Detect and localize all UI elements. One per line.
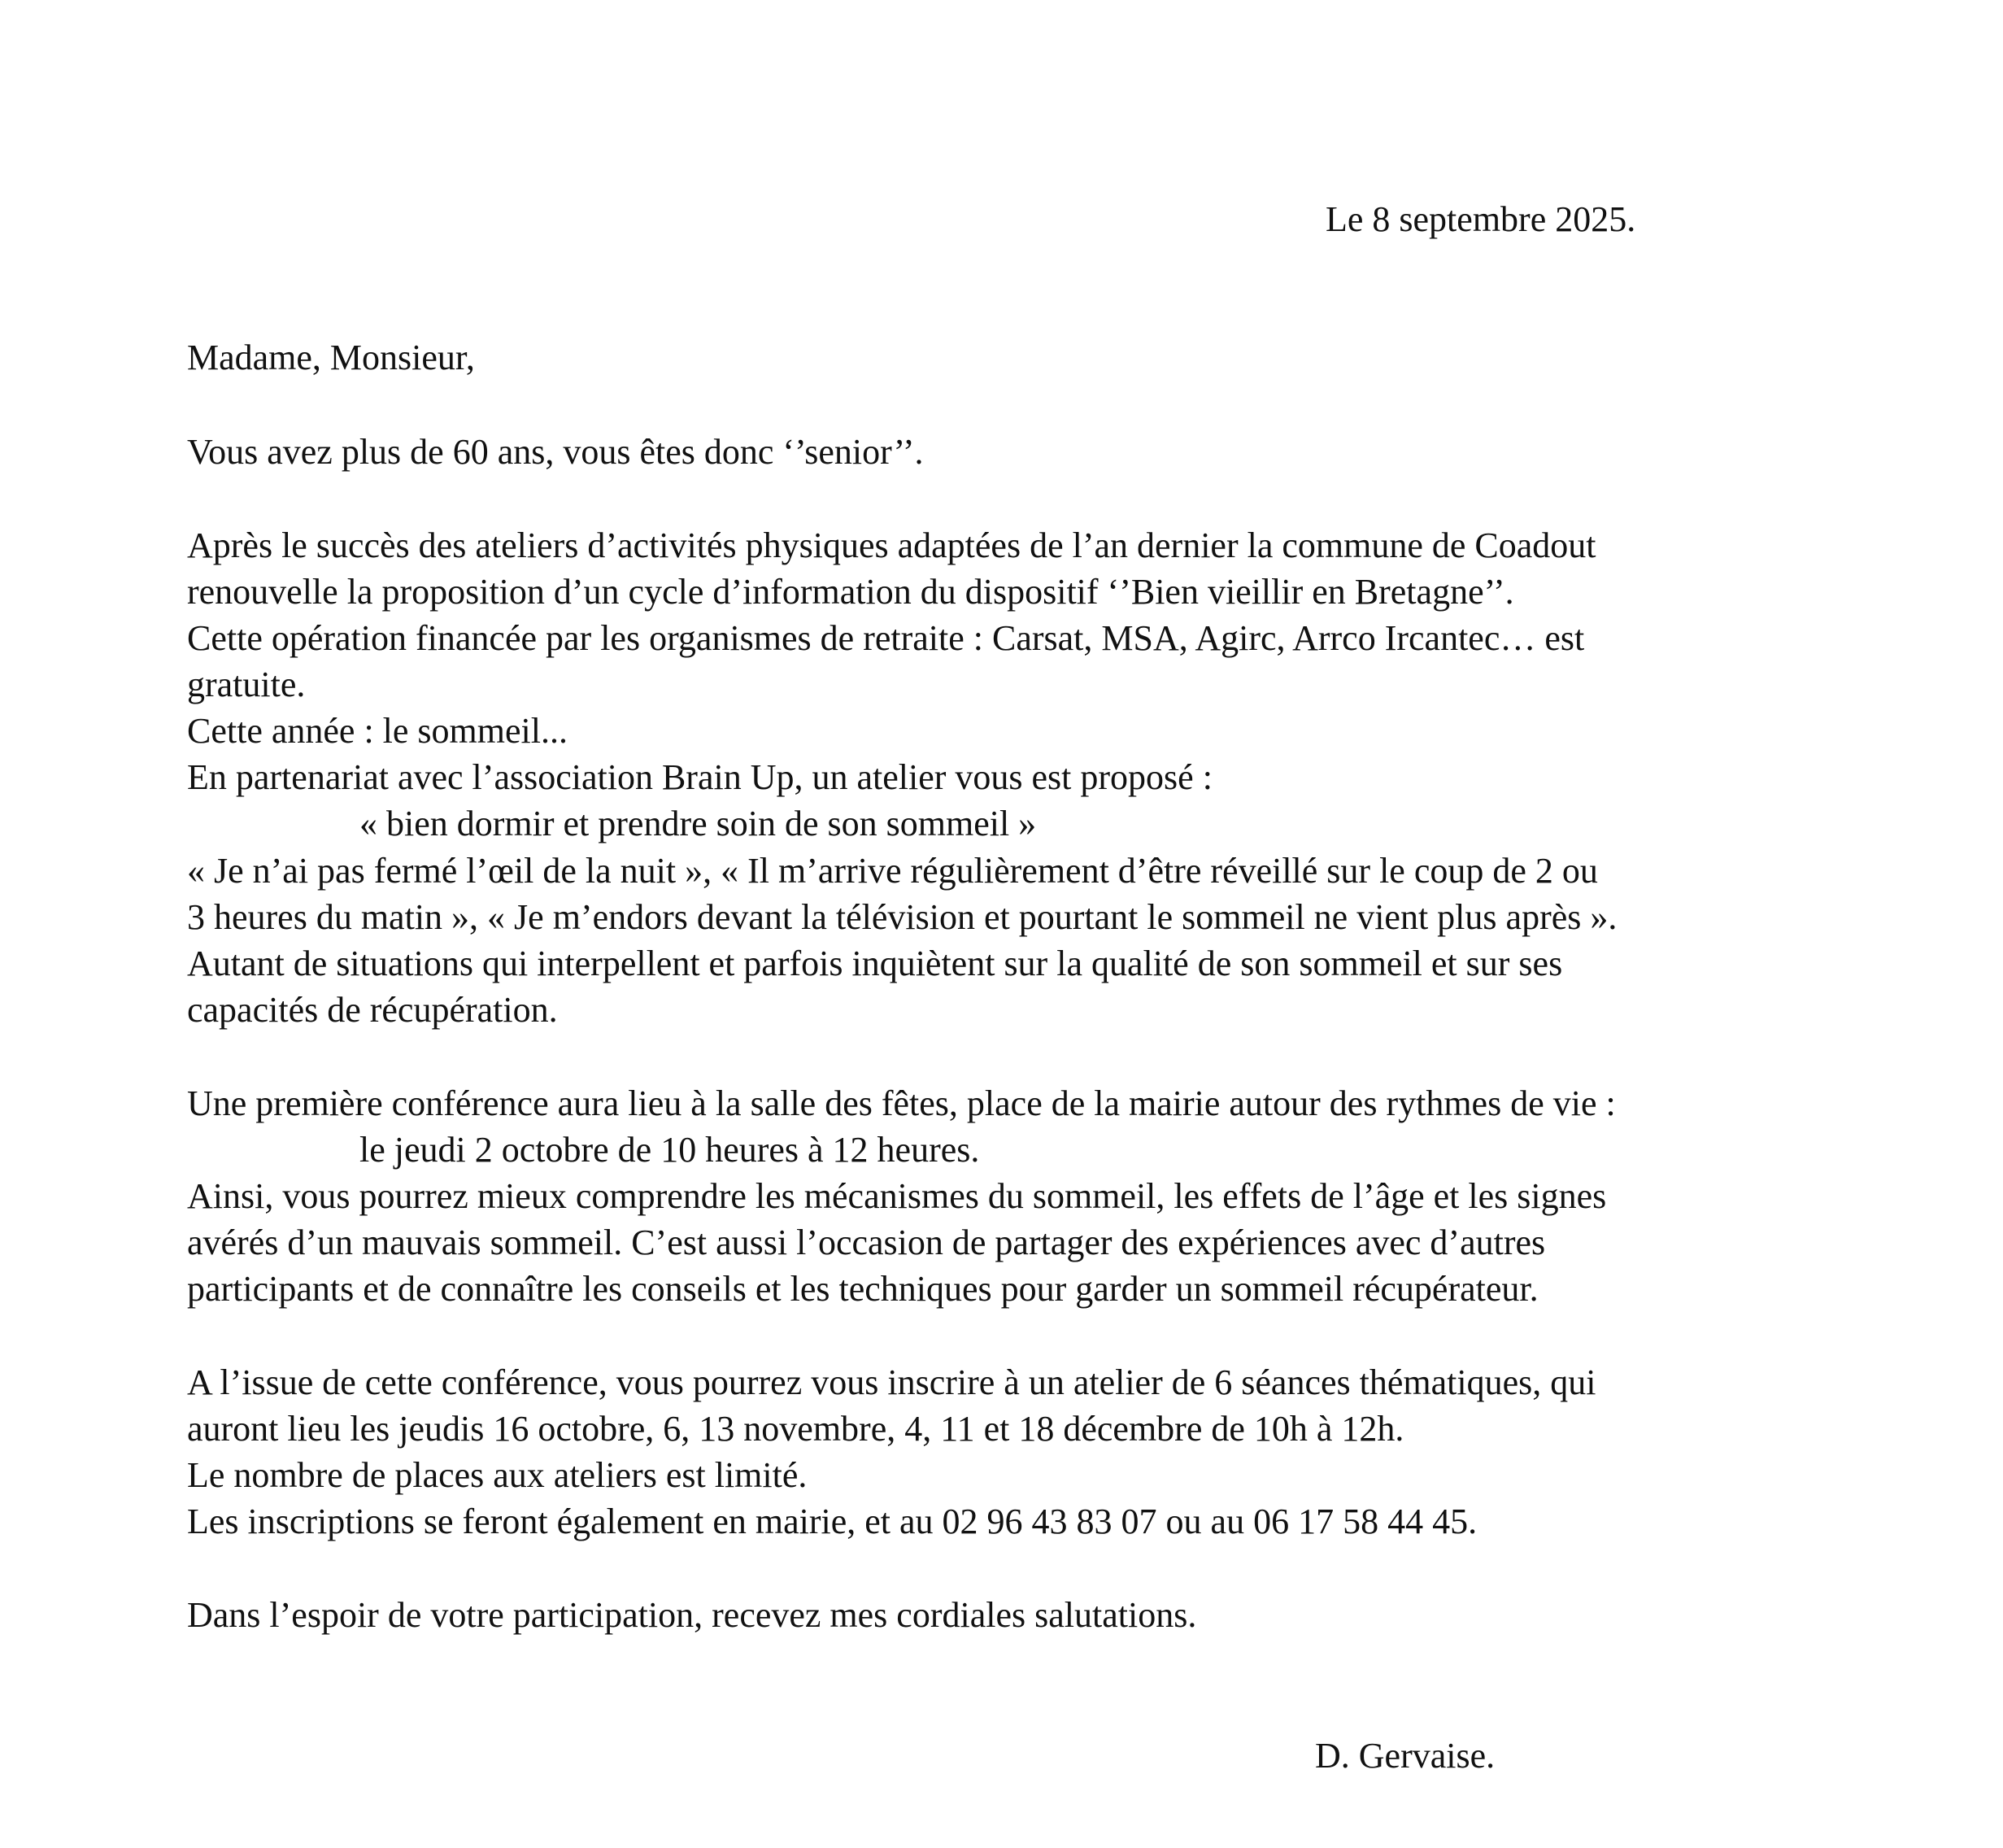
intro-line: Vous avez plus de 60 ans, vous êtes donc ‘’senior’’. xyxy=(187,432,924,472)
paragraph-2-line: Une première conférence aura lieu à la salle des fêtes, place de la mairie autour des rythmes de vie : xyxy=(187,1083,1616,1123)
paragraph-2-line: participants et de connaître les conseils et les techniques pour garder un sommeil récupérateur. xyxy=(187,1269,1539,1309)
paragraph-1-line: capacités de récupération. xyxy=(187,990,558,1030)
paragraph-1-line: Après le succès des ateliers d’activités physiques adaptées de l’an dernier la commune de Coadout xyxy=(187,525,1596,565)
signature: D. Gervaise. xyxy=(1315,1736,1496,1776)
paragraph-1-line: Cette opération financée par les organismes de retraite : Carsat, MSA, Agirc, Arrco Ircantec… est xyxy=(187,618,1585,658)
paragraph-2-line: Ainsi, vous pourrez mieux comprendre les mécanismes du sommeil, les effets de l’âge et les signes xyxy=(187,1176,1607,1216)
paragraph-1-line: 3 heures du matin », « Je m’endors devant la télévision et pourtant le sommeil ne vient plus après ». xyxy=(187,897,1618,937)
paragraph-1-line: gratuite. xyxy=(187,665,306,704)
paragraph-1-line: Autant de situations qui interpellent et parfois inquiètent sur la qualité de son sommeil et sur ses xyxy=(187,944,1563,983)
paragraph-2-line: avérés d’un mauvais sommeil. C’est aussi l’occasion de partager des expériences avec d’autres xyxy=(187,1223,1546,1262)
paragraph-1-line: renouvelle la proposition d’un cycle d’information du dispositif ‘’Bien vieillir en Bretagne’’. xyxy=(187,572,1514,612)
paragraph-1-line: En partenariat avec l’association Brain Up, un atelier vous est proposé : xyxy=(187,757,1213,797)
closing-line: Dans l’espoir de votre participation, recevez mes cordiales salutations. xyxy=(187,1595,1197,1635)
salutation: Madame, Monsieur, xyxy=(187,338,475,377)
letter-date: Le 8 septembre 2025. xyxy=(1326,199,1636,239)
paragraph-3-line: Le nombre de places aux ateliers est limité. xyxy=(187,1455,808,1495)
paragraph-3-line: auront lieu les jeudis 16 octobre, 6, 13 novembre, 4, 11 et 18 décembre de 10h à 12h. xyxy=(187,1409,1404,1449)
paragraph-1-line: Cette année : le sommeil... xyxy=(187,711,568,751)
workshop-title: « bien dormir et prendre soin de son sommeil » xyxy=(359,804,1037,843)
paragraph-3-line: Les inscriptions se feront également en mairie, et au 02 96 43 83 07 ou au 06 17 58 44 45. xyxy=(187,1502,1478,1541)
paragraph-3-line: A l’issue de cette conférence, vous pourrez vous inscrire à un atelier de 6 séances thématiques, qui xyxy=(187,1362,1596,1402)
conference-date: le jeudi 2 octobre de 10 heures à 12 heures. xyxy=(359,1130,980,1170)
paragraph-1-line: « Je n’ai pas fermé l’œil de la nuit », « Il m’arrive régulièrement d’être réveillé sur le coup de 2 ou xyxy=(187,851,1598,891)
